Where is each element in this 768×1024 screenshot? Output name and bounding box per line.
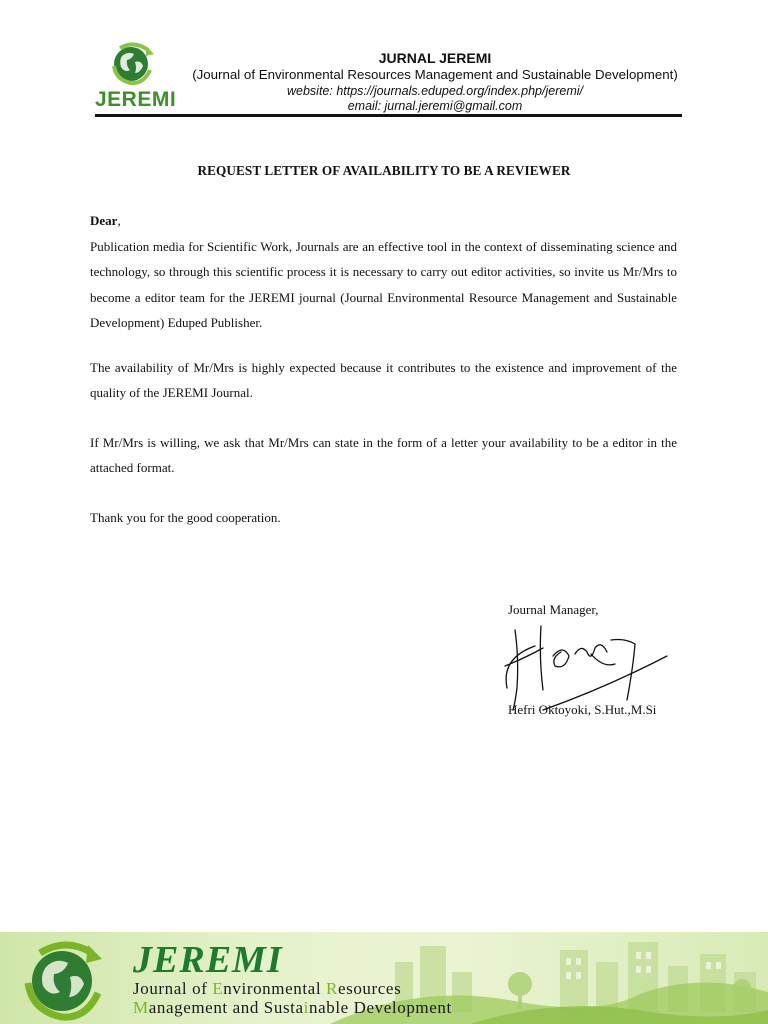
journal-email: email: jurnal.jeremi@gmail.com	[347, 99, 523, 113]
footer-line-1	[133, 979, 401, 999]
journal-subtitle: (Journal of Environmental Resources Management and Sustainable Development)	[192, 67, 678, 82]
salutation-punct: ,	[117, 213, 121, 228]
letter-title: REQUEST LETTER OF AVAILABILITY TO BE A REVIEWER	[197, 163, 571, 178]
paragraph-1: Publication media for Scientific Work, Journals are an effective tool in the context of disseminating science and technology, so through this scientific process it is necessary to carry out editor activities, so invite us Mr/Mrs to become a editor team for the JEREMI journal (Journal Environmental Resource Management and Sustainable Development) Eduped Publisher.	[90, 239, 677, 330]
logo-wordmark: JEREMI	[95, 88, 177, 111]
footer-line-2	[133, 998, 452, 1018]
footer-journal-name: JEREMI	[133, 939, 283, 981]
footer-initial: M	[133, 998, 149, 1017]
paragraph-3: If Mr/Mrs is willing, we ask that Mr/Mrs can state in the form of a letter your availability to be a editor in the attached format.	[90, 435, 677, 476]
footer-banner	[0, 932, 768, 1024]
journal-title: JURNAL JEREMI	[378, 50, 492, 66]
salutation-bold: Dear	[90, 213, 118, 228]
header-divider	[95, 114, 682, 117]
footer-text: esources	[337, 979, 402, 998]
signer-name: Hefri Oktoyoki, S.Hut.,M.Si	[508, 702, 657, 717]
footer-initial: i	[303, 998, 309, 1017]
salutation	[90, 208, 677, 233]
footer-text: nable Development	[308, 998, 452, 1017]
closing-title: Journal Manager,	[508, 602, 599, 617]
paragraph-2: The availability of Mr/Mrs is highly expected because it contributes to the existence and improvement of the quality of the JEREMI Journal.	[90, 360, 677, 401]
globe-arrow-logo-icon	[108, 40, 156, 88]
footer-text: Journal of	[133, 979, 213, 998]
footer-initial: R	[326, 979, 338, 998]
journal-website: website: https://journals.eduped.org/index.php/jeremi/	[286, 84, 583, 98]
footer-text: anagement and Susta	[148, 998, 304, 1017]
paragraph-4: Thank you for the good cooperation.	[90, 510, 281, 525]
globe-arrow-logo-icon	[20, 937, 106, 1023]
footer-text: nvironmental	[223, 979, 326, 998]
footer-initial: E	[212, 979, 224, 998]
